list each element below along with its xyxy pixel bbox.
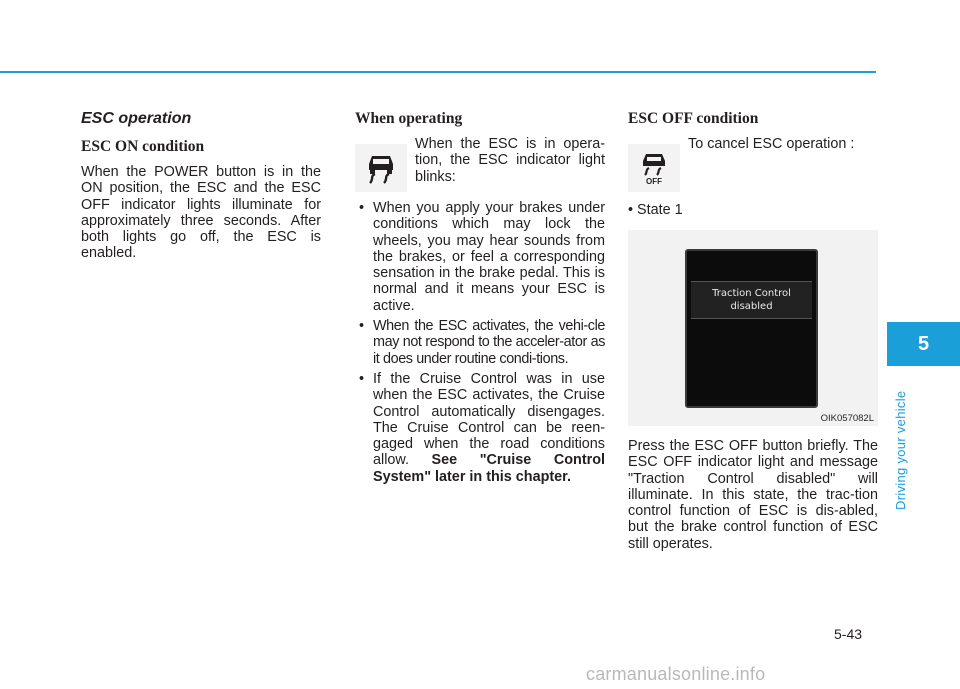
esc-off-text: Press the ESC OFF button briefly. The ESC OFF indicator light and message "Traction Control disabled" will illuminate. In this state, the trac-tion control function of ESC is dis-abled, but the brake control function of ESC still operates. xyxy=(628,438,878,552)
traction-control-message xyxy=(691,281,812,319)
esc-off-indicator-row xyxy=(628,136,878,192)
message-line-1: Traction Control xyxy=(712,288,791,299)
top-divider xyxy=(0,71,876,73)
message-line-2: disabled xyxy=(730,301,773,312)
esc-indicator-icon xyxy=(355,144,407,192)
esc-indicator-row xyxy=(355,136,605,192)
list-item xyxy=(355,371,605,485)
list-item-text: If the Cruise Control was in use when the ESC activates, the Cruise Control automatically disengages. The Cruise Control can be reen-gaged when the road conditions allow. xyxy=(373,370,605,469)
watermark: carmanualsonline.info xyxy=(586,664,766,684)
section-heading: ESC operation xyxy=(81,110,192,127)
chapter-tab: 5 xyxy=(887,322,960,366)
list-item: • When the ESC activates, the vehi-cle may not respond to the acceler-ator as it does under routine condi-tions. xyxy=(355,318,605,367)
esc-on-text: When the POWER button is in the ON position, the ESC and the ESC OFF indicator lights illuminate for approximately three seconds. After both lights go off, the ESC is enabled. xyxy=(81,164,321,262)
cluster-figure xyxy=(628,230,878,426)
off-icon-label: OFF xyxy=(646,177,662,185)
cluster-display xyxy=(685,249,818,408)
cross-reference: See "Cruise Control System" later in this chapter. xyxy=(373,452,605,485)
esc-off-intro: To cancel ESC operation : xyxy=(688,136,855,152)
esc-on-heading: ESC ON condition xyxy=(81,138,205,155)
esc-off-heading: ESC OFF condition xyxy=(628,110,759,127)
column-when-operating xyxy=(355,110,605,489)
when-operating-heading: When operating xyxy=(355,110,463,127)
state-label: • State 1 xyxy=(628,202,683,218)
page-number: 5-43 xyxy=(834,626,863,642)
esc-off-indicator-icon xyxy=(628,144,680,192)
when-operating-list xyxy=(355,200,605,485)
chapter-title-text: Driving your vehicle xyxy=(893,390,908,510)
figure-code: OIK057082L xyxy=(820,413,874,424)
column-esc-operation xyxy=(81,110,321,262)
list-item: • When you apply your brakes under conditions which may lock the wheels, you may hear sounds from the brakes, or feel a corresponding sensation in the brake pedal. This is normal and it means your ESC is active. xyxy=(355,200,605,314)
when-operating-intro: When the ESC is in opera-tion, the ESC indicator light blinks: xyxy=(415,136,605,185)
column-esc-off xyxy=(628,110,878,552)
chapter-title xyxy=(893,370,917,510)
